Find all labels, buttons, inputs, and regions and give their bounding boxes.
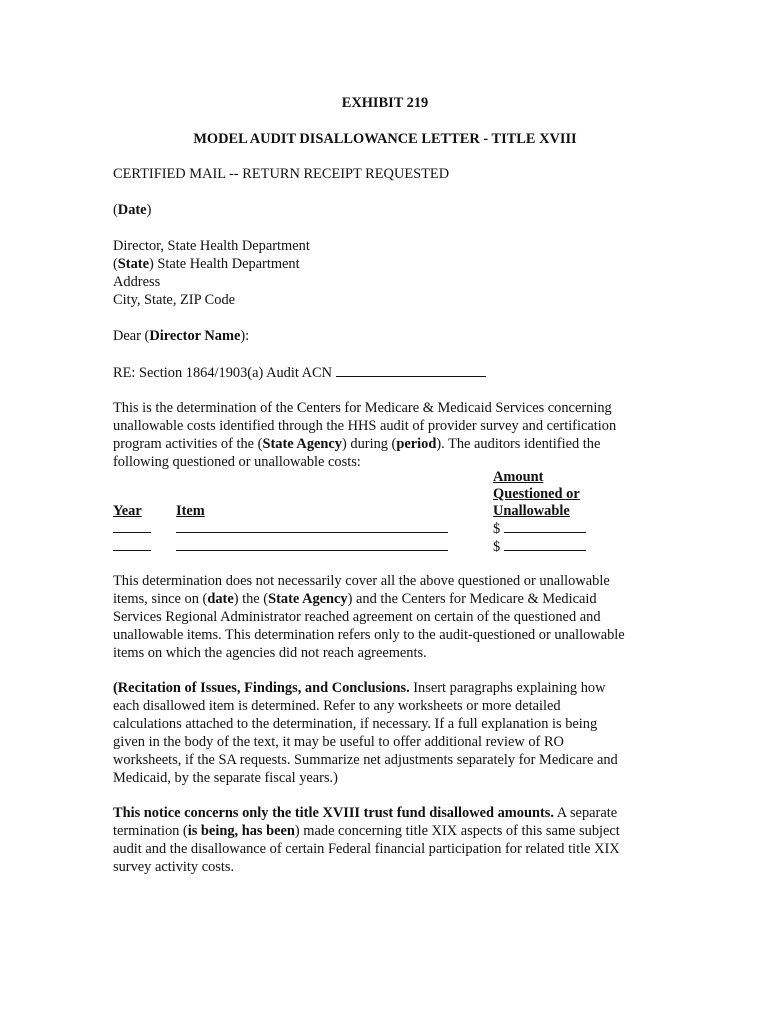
re-line: RE: Section 1864/1903(a) Audit ACN bbox=[113, 363, 486, 382]
recitation-paragraph: (Recitation of Issues, Findings, and Conclusions. Insert paragraphs explaining how each disallowed item is determined. Refer to any worksheets or more detailed calculations attached to the determination, if necessary. If a full explanation is being given in the body of the text, it may be useful to offer additional review of RO worksheets, if the SA requests. Summarize net adjustments separately for Medicare and Medicaid, by the separate fiscal years.) bbox=[113, 680, 618, 786]
date-placeholder: Date bbox=[117, 202, 147, 218]
table-row bbox=[113, 537, 151, 556]
address-line-4: City, State, ZIP Code bbox=[113, 292, 236, 308]
determination-paragraph: This determination does not necessarily cover all the above questioned or unallowable items, since on (date) the (State Agency) and the Centers for Medicare & Medicaid Services Regional Administrator reached agreement on certain of the questioned and unallowable items. This determination refers only to the audit-questioned or unallowable items on which the agencies did not reach agreements. bbox=[113, 573, 625, 661]
item-blank bbox=[176, 537, 448, 556]
exhibit-number: EXHIBIT 219 bbox=[341, 95, 429, 111]
amount-blank: $ bbox=[493, 519, 586, 538]
director-name-placeholder: Director Name bbox=[149, 328, 241, 344]
amount-header-line-2: Questioned or bbox=[493, 486, 580, 502]
certified-mail-line: CERTIFIED MAIL -- RETURN RECEIPT REQUESTED bbox=[113, 166, 450, 182]
year-blank bbox=[113, 537, 151, 551]
document-title: MODEL AUDIT DISALLOWANCE LETTER - TITLE XVIII bbox=[193, 131, 577, 147]
year-header: Year bbox=[113, 503, 142, 519]
intro-paragraph: This is the determination of the Centers for Medicare & Medicaid Services concerning unallowable costs identified through the HHS audit of provider survey and certification program activities of the (State Agency) during (period). The auditors identified the following questioned or unallowable costs: bbox=[113, 400, 617, 470]
amount-header-line-1: Amount bbox=[493, 469, 544, 485]
address-line-2: (State) State Health Department bbox=[113, 256, 300, 272]
address-line-1: Director, State Health Department bbox=[113, 238, 310, 254]
table-row bbox=[113, 519, 151, 538]
amount-blank: $ bbox=[493, 537, 586, 556]
state-placeholder: State bbox=[117, 256, 149, 272]
notice-paragraph: This notice concerns only the title XVIII trust fund disallowed amounts. A separate termination (is being, has been) made concerning title XIX aspects of this same subject audit and the disallowance of certain Federal financial participation for related title XIX survey activity costs. bbox=[113, 805, 620, 875]
year-blank bbox=[113, 519, 151, 533]
salutation: Dear (Director Name): bbox=[113, 328, 250, 344]
amount-header-line-3: Unallowable bbox=[493, 503, 570, 519]
item-blank bbox=[176, 519, 448, 538]
item-header: Item bbox=[176, 503, 205, 519]
address-line-3: Address bbox=[113, 274, 161, 290]
date-line: (Date) bbox=[113, 202, 152, 218]
acn-blank bbox=[336, 363, 486, 377]
